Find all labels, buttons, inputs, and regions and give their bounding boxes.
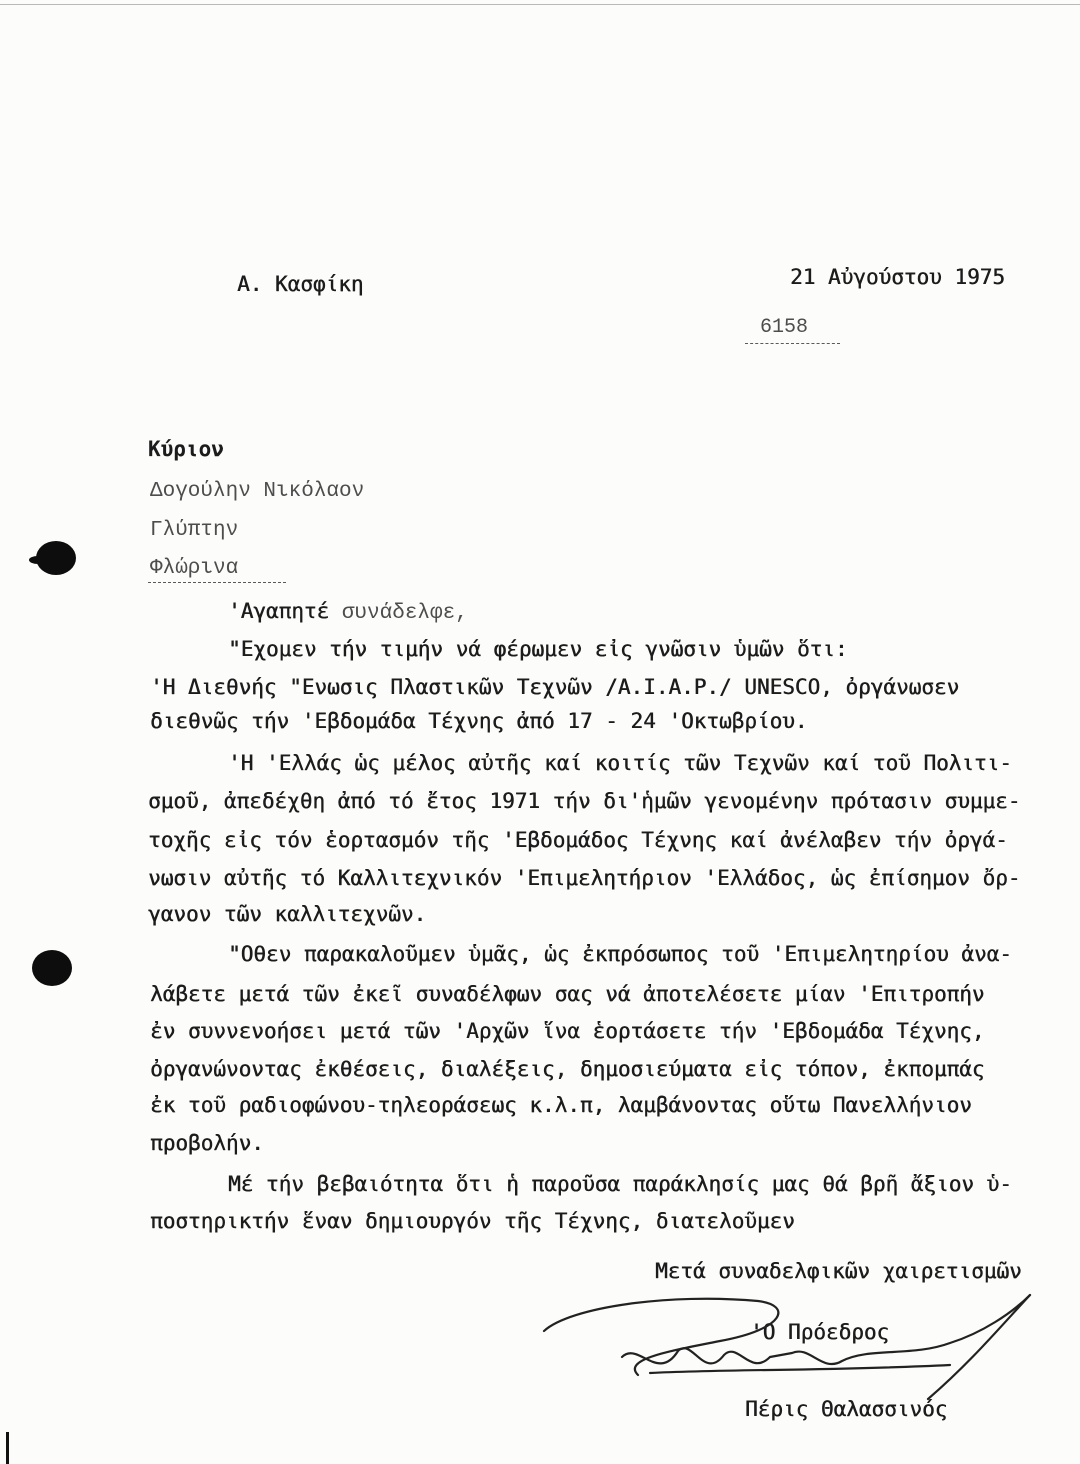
- reference-underline: [745, 343, 840, 344]
- recipient-salutation: Κύριον: [148, 437, 224, 461]
- signature-descender-stroke: [928, 1295, 1030, 1399]
- body-line-14: προβολήν.: [150, 1131, 264, 1155]
- body-line-3: διεθνῶς τήν 'Εβδομάδα Τέχνης ἀπό 17 - 24 'Οκτωβρίου.: [150, 709, 808, 733]
- scan-edge-mark: [6, 1432, 9, 1464]
- body-line-1: "Εχομεν τήν τιμήν νά φέρωμεν εἰς γνῶσιν ὑμῶν ὅτι:: [228, 637, 848, 661]
- body-line-15: Μέ τήν βεβαιότητα ὅτι ἡ παροῦσα παράκλησίς μας θά βρῆ ἄξιον ὑ-: [228, 1172, 1012, 1196]
- body-line-12: ὀργανώνοντας ἐκθέσεις, διαλέξεις, δημοσιεύματα εἰς τόπον, ἐκπομπάς: [150, 1057, 985, 1081]
- signatory-name: Πέρις Θαλασσινός: [745, 1397, 948, 1421]
- recipient-name: Δογούλην Νικόλαον: [150, 480, 365, 503]
- body-line-6: τοχῆς εἰς τόν ἑορτασμόν τῆς 'Εβδομάδος Τέχνης καί ἀνέλαβεν τήν ὀργά-: [148, 828, 1008, 852]
- greeting-word: 'Αγαπητέ: [228, 599, 330, 623]
- reference-number: 6158: [760, 316, 809, 339]
- body-line-2: 'Η Διεθνής "Ενωσις Πλαστικῶν Τεχνῶν /A.I.A.P./ UNESCO, ὀργάνωσεν: [150, 675, 960, 699]
- handwritten-signature: [530, 1285, 1050, 1415]
- body-line-9: "Οθεν παρακαλοῦμεν ὑμᾶς, ὡς ἐκπρόσωπος τοῦ 'Επιμελητηρίου ἀνα-: [228, 942, 1012, 966]
- body-line-7: νωσιν αὐτῆς τό Καλλιτεχνικόν 'Επιμελητήριον 'Ελλάδος, ὡς ἐπίσημον ὄρ-: [148, 866, 1021, 890]
- city-underline: [148, 582, 286, 583]
- signatory-title: 'Ο Πρόεδρος: [750, 1320, 890, 1344]
- ink-blot-upper: [20, 535, 90, 585]
- signature-scribble-stroke: [622, 1295, 1030, 1364]
- scan-top-edge: [0, 4, 1080, 5]
- sender-name: Α. Κασφίκη: [237, 272, 364, 296]
- body-line-4: 'Η 'Ελλάς ὡς μέλος αὐτῆς καί κοιτίς τῶν Τεχνῶν καί τοῦ Πολιτι-: [228, 751, 1012, 775]
- recipient-city: Φλώρινα: [150, 557, 239, 580]
- greeting-line: [228, 598, 468, 627]
- letter-date: 21 Αὐγούστου 1975: [790, 265, 1005, 289]
- signature-underline-stroke: [650, 1365, 950, 1373]
- greeting-colleague: συνάδελφε,: [341, 602, 468, 625]
- recipient-profession: Γλύπτην: [150, 519, 239, 542]
- body-line-10: λάβετε μετά τῶν ἐκεῖ συναδέλφων σας νά ἀποτελέσετε μίαν 'Επιτροπήν: [150, 982, 985, 1006]
- body-line-8: γανον τῶν καλλιτεχνῶν.: [148, 902, 427, 926]
- closing-salutation: Μετά συναδελφικῶν χαιρετισμῶν: [655, 1259, 1022, 1283]
- ink-blot-lower: [20, 945, 90, 995]
- body-line-16: ποστηρικτήν ἕναν δημιουργόν τῆς Τέχνης, διατελοῦμεν: [150, 1209, 795, 1233]
- body-line-11: ἐν συννενοήσει μετά τῶν 'Αρχῶν ἵνα ἑορτάσετε τήν 'Εβδομάδα Τέχνης,: [150, 1019, 985, 1043]
- body-line-5: σμοῦ, ἀπεδέχθη ἀπό τό ἔτος 1971 τήν δι'ἡμῶν γενομένην πρότασιν συμμε-: [148, 789, 1021, 813]
- body-line-13: ἐκ τοῦ ραδιοφώνου-τηλεοράσεως κ.λ.π, λαμβάνοντας οὕτω Πανελλήνιον: [150, 1093, 972, 1117]
